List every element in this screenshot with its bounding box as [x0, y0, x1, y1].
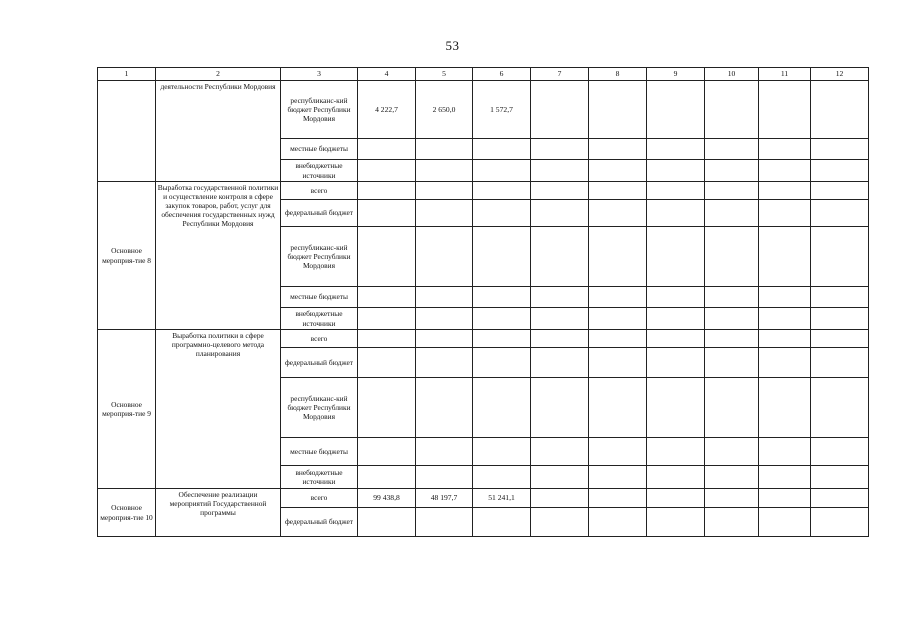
funding-source-cell: республиканс-кий бюджет Республики Мордовия: [281, 378, 358, 438]
funding-source-cell: федеральный бюджет: [281, 200, 358, 227]
page-number: 53: [445, 38, 460, 53]
column-numbers-row: [98, 68, 869, 81]
funding-source-cell: федеральный бюджет: [281, 508, 358, 537]
funding-source-cell: республиканс-кий бюджет Республики Мордовия: [281, 227, 358, 287]
funding-source-cell: внебюджетные источники: [281, 160, 358, 182]
funding-source-cell: местные бюджеты: [281, 438, 358, 466]
funding-source-cell: республиканс-кий бюджет Республики Мордовия: [281, 81, 358, 139]
measure-description-cell: деятельности Республики Мордовия: [156, 81, 281, 182]
funding-source-cell: федеральный бюджет: [281, 348, 358, 378]
measure-description-cell: Обеспечение реализации мероприятий Государственной программы: [156, 489, 281, 537]
header-cell: 4: [358, 68, 416, 81]
header-cell: 2: [156, 68, 281, 81]
header-cell: 1: [98, 68, 156, 81]
header-cell: 7: [531, 68, 589, 81]
funding-source-cell: всего: [281, 489, 358, 508]
table-row: [98, 182, 869, 200]
funding-source-cell: всего: [281, 330, 358, 348]
measure-name-cell: Основное мероприя-тие 8: [98, 182, 156, 330]
header-cell: 12: [811, 68, 869, 81]
measure-description-cell: Выработка государственной политики и осуществление контроля в сфере закупок товаров, работ, услуг для обеспечения государственных нужд Республики Мордовия: [156, 182, 281, 330]
header-cell: 10: [705, 68, 759, 81]
header-cell: 9: [647, 68, 705, 81]
header-cell: 5: [416, 68, 473, 81]
value-cell: 99 438,8: [358, 489, 416, 508]
budget-table: [97, 67, 869, 537]
header-cell: 6: [473, 68, 531, 81]
table-row: [98, 489, 869, 508]
header-cell: 8: [589, 68, 647, 81]
measure-name-cell: [98, 81, 156, 182]
measure-name-cell: Основное мероприя-тие 10: [98, 489, 156, 537]
funding-source-cell: внебюджетные источники: [281, 308, 358, 330]
header-cell: 3: [281, 68, 358, 81]
value-cell: 2 650,0: [416, 81, 473, 139]
value-cell: 1 572,7: [473, 81, 531, 139]
table-row: [98, 81, 869, 139]
value-cell: 48 197,7: [416, 489, 473, 508]
value-cell: 4 222,7: [358, 81, 416, 139]
funding-source-cell: местные бюджеты: [281, 139, 358, 160]
measure-description-cell: Выработка политики в сфере программно-целевого метода планирования: [156, 330, 281, 489]
header-cell: 11: [759, 68, 811, 81]
measure-name-cell: Основное мероприя-тие 9: [98, 330, 156, 489]
funding-source-cell: внебюджетные источники: [281, 466, 358, 489]
funding-source-cell: всего: [281, 182, 358, 200]
funding-source-cell: местные бюджеты: [281, 287, 358, 308]
table-row: [98, 330, 869, 348]
value-cell: 51 241,1: [473, 489, 531, 508]
